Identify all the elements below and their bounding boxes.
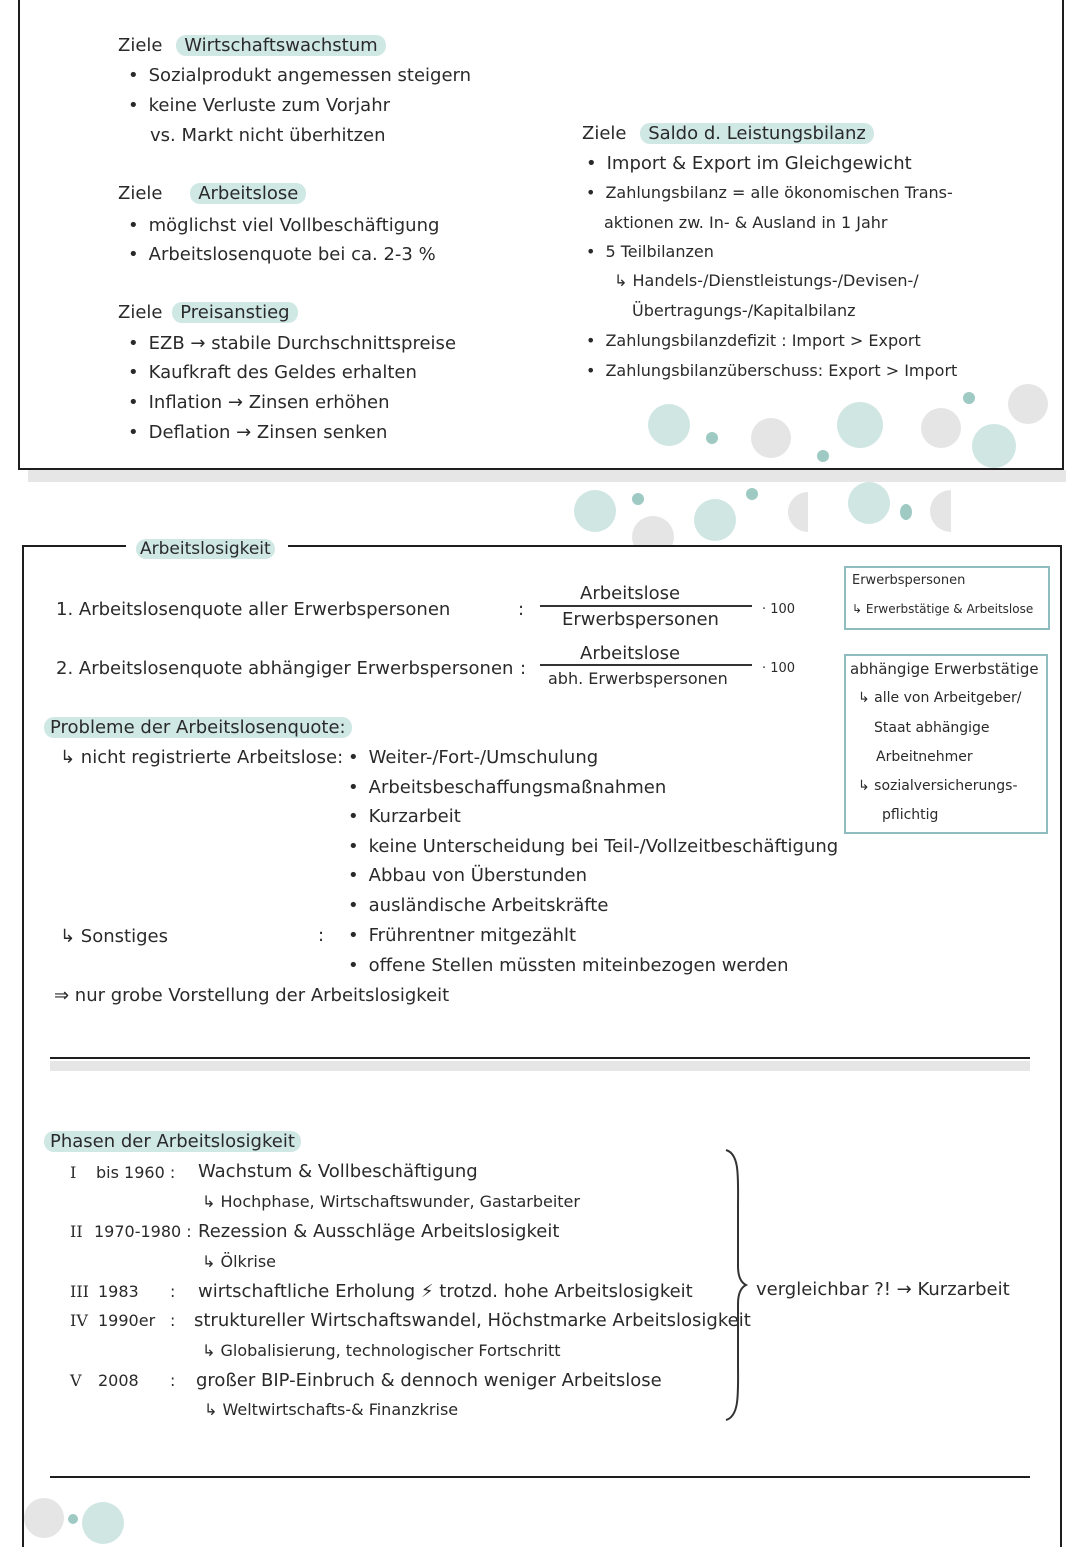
phase-num: II bbox=[70, 1222, 83, 1241]
section-title-text: Arbeitslosigkeit bbox=[136, 539, 275, 559]
box-erwerbspersonen-text: ↳ Erwerbstätige & Arbeitslose bbox=[852, 602, 1034, 616]
decor-dot bbox=[788, 492, 828, 532]
phase-text: großer BIP-Einbruch & dennoch weniger Arbeitslose bbox=[196, 1370, 662, 1391]
list-item: Übertragungs-/Kapitalbilanz bbox=[632, 301, 856, 320]
decor-dot bbox=[574, 490, 616, 532]
list-item: • offene Stellen müssten miteinbezogen werden bbox=[348, 954, 789, 978]
nicht-registriert-label: ↳ nicht registrierte Arbeitslose: bbox=[60, 747, 344, 768]
formula-1-numerator: Arbeitslose bbox=[580, 583, 681, 604]
decor-dot bbox=[751, 418, 791, 458]
formula-2-numerator: Arbeitslose bbox=[580, 643, 681, 664]
decor-dot bbox=[68, 1514, 78, 1524]
phase-num: III bbox=[70, 1282, 89, 1301]
card1-shadow bbox=[28, 470, 1066, 482]
list-item: • Frührentner mitgezählt bbox=[348, 924, 576, 948]
divider bbox=[50, 1476, 1030, 1478]
decor-dot bbox=[648, 404, 690, 446]
decor-dot bbox=[1008, 384, 1048, 424]
decor-dot bbox=[24, 1498, 64, 1538]
phase-period: 1970-1980 : bbox=[94, 1222, 192, 1241]
ziele-label: Ziele bbox=[118, 302, 163, 323]
brace-icon bbox=[724, 1148, 748, 1422]
list-item: • Import & Export im Gleichgewicht bbox=[586, 152, 912, 176]
box-erwerbspersonen-title: Erwerbspersonen bbox=[852, 573, 966, 588]
list-item: • Sozialprodukt angemessen steigern bbox=[128, 64, 471, 88]
ziel-title: Saldo d. Leistungsbilanz bbox=[640, 123, 874, 144]
phase-num: I bbox=[70, 1163, 77, 1182]
phase-period: 1983 bbox=[98, 1282, 139, 1301]
ziele-label: Ziele bbox=[118, 183, 163, 204]
phase-num: V bbox=[70, 1371, 82, 1390]
list-item: • Kurzarbeit bbox=[348, 805, 461, 829]
decor-dot bbox=[694, 499, 736, 541]
list-item: • ausländische Arbeitskräfte bbox=[348, 894, 608, 918]
brace-note: vergleichbar ?! → Kurzarbeit bbox=[756, 1279, 1010, 1300]
box-abhaengige-line: pflichtig bbox=[882, 807, 939, 823]
ziele-arbeitslose-heading bbox=[118, 182, 306, 206]
list-item: • EZB → stabile Durchschnittspreise bbox=[128, 332, 456, 356]
decor-dot bbox=[963, 392, 975, 404]
decor-dot bbox=[848, 482, 890, 524]
ziel-title: Wirtschaftswachstum bbox=[176, 35, 385, 56]
list-item: • keine Verluste zum Vorjahr bbox=[128, 94, 390, 118]
formula-2-label: 2. Arbeitslosenquote abhängiger Erwerbspersonen bbox=[56, 658, 514, 679]
list-item: • Arbeitsbeschaffungsmaßnahmen bbox=[348, 776, 666, 800]
decor-dot bbox=[82, 1502, 124, 1544]
formula-2-denominator: abh. Erwerbspersonen bbox=[548, 669, 728, 688]
decor-dot bbox=[921, 408, 961, 448]
list-item: • Kaufkraft des Geldes erhalten bbox=[128, 361, 417, 385]
phasen-title-text: Phasen der Arbeitslosigkeit bbox=[44, 1131, 301, 1152]
formula-2-sep: : bbox=[520, 658, 527, 679]
ziele-saldo-heading bbox=[582, 122, 874, 146]
box-abhaengige-title: abhängige Erwerbstätige bbox=[850, 660, 1039, 678]
box-abhaengige-line: ↳ sozialversicherungs- bbox=[858, 778, 1018, 794]
phase-sep: : bbox=[170, 1282, 176, 1301]
decor-dot bbox=[817, 450, 829, 462]
fraction-line bbox=[540, 605, 752, 607]
phase-sub: ↳ Weltwirtschafts-& Finanzkrise bbox=[204, 1400, 459, 1419]
phase-text: struktureller Wirtschaftswandel, Höchstmarke Arbeitslosigkeit bbox=[194, 1310, 751, 1331]
phase-sub: ↳ Ölkrise bbox=[202, 1252, 276, 1271]
ziele-preisanstieg-heading bbox=[118, 301, 298, 325]
phase-period: bis 1960 : bbox=[96, 1163, 176, 1182]
section-title bbox=[136, 538, 275, 560]
list-item: • Zahlungsbilanzüberschuss: Export > Import bbox=[586, 360, 957, 382]
decor-dot bbox=[837, 402, 883, 448]
fraction-line bbox=[540, 664, 752, 666]
phase-period: 1990er bbox=[98, 1311, 156, 1330]
list-item: • Arbeitslosenquote bei ca. 2-3 % bbox=[128, 243, 436, 267]
divider bbox=[50, 1057, 1030, 1059]
decor-dot bbox=[930, 490, 972, 532]
ziel-title: Preisanstieg bbox=[172, 302, 297, 323]
list-item: • 5 Teilbilanzen bbox=[586, 241, 714, 263]
decor-dot bbox=[706, 432, 718, 444]
phase-sub: ↳ Globalisierung, technologischer Fortschritt bbox=[202, 1341, 561, 1360]
list-item: • Inflation → Zinsen erhöhen bbox=[128, 391, 390, 415]
formula-1-denominator: Erwerbspersonen bbox=[562, 609, 719, 630]
phasen-title bbox=[44, 1130, 301, 1154]
list-item: • Zahlungsbilanz = alle ökonomischen Trans- bbox=[586, 182, 953, 204]
list-item: • keine Unterscheidung bei Teil-/Vollzeitbeschäftigung bbox=[348, 835, 838, 859]
list-item: vs. Markt nicht überhitzen bbox=[150, 125, 386, 146]
list-item: aktionen zw. In- & Ausland in 1 Jahr bbox=[604, 213, 888, 232]
sonstiges-sep: : bbox=[318, 925, 325, 946]
box-abhaengige-line: Staat abhängige bbox=[874, 720, 990, 736]
phase-sep: : bbox=[170, 1311, 176, 1330]
list-item: • Deflation → Zinsen senken bbox=[128, 421, 387, 445]
decor-dot bbox=[972, 424, 1016, 468]
formula-2-factor: · 100 bbox=[762, 661, 796, 676]
divider-shadow bbox=[50, 1061, 1030, 1071]
ziele-wachstum-heading bbox=[118, 34, 386, 58]
formula-1-sep: : bbox=[518, 599, 525, 620]
formula-1-label: 1. Arbeitslosenquote aller Erwerbspersonen bbox=[56, 599, 451, 620]
list-item: • Zahlungsbilanzdefizit : Import > Export bbox=[586, 330, 921, 352]
formula-1-factor: · 100 bbox=[762, 602, 796, 617]
problems-title bbox=[44, 716, 352, 740]
ziele-label: Ziele bbox=[582, 123, 627, 144]
phase-num: IV bbox=[70, 1311, 88, 1330]
ziele-label: Ziele bbox=[118, 35, 163, 56]
conclusion: ⇒ nur grobe Vorstellung der Arbeitslosigkeit bbox=[54, 985, 450, 1006]
decor-dot bbox=[900, 504, 912, 520]
list-item: ↳ Handels-/Dienstleistungs-/Devisen-/ bbox=[614, 271, 919, 290]
box-abhaengige bbox=[844, 654, 1048, 834]
phase-text: Rezession & Ausschläge Arbeitslosigkeit bbox=[198, 1221, 560, 1242]
list-item: • Abbau von Überstunden bbox=[348, 864, 587, 888]
phase-sep: : bbox=[170, 1371, 176, 1390]
problems-title-text: Probleme der Arbeitslosenquote: bbox=[44, 717, 352, 738]
phase-text: wirtschaftliche Erholung ⚡ trotzd. hohe Arbeitslosigkeit bbox=[198, 1281, 693, 1302]
phase-sub: ↳ Hochphase, Wirtschaftswunder, Gastarbeiter bbox=[202, 1192, 580, 1211]
sonstiges-label: ↳ Sonstiges bbox=[60, 926, 168, 947]
ziel-title: Arbeitslose bbox=[190, 183, 306, 204]
decor-dot bbox=[632, 493, 644, 505]
list-item: • möglichst viel Vollbeschäftigung bbox=[128, 214, 439, 238]
decor-dot bbox=[746, 488, 758, 500]
phase-text: Wachstum & Vollbeschäftigung bbox=[198, 1161, 478, 1182]
box-abhaengige-line: ↳ alle von Arbeitgeber/ bbox=[858, 690, 1022, 706]
box-abhaengige-line: Arbeitnehmer bbox=[876, 749, 973, 765]
phase-period: 2008 bbox=[98, 1371, 139, 1390]
list-item: • Weiter-/Fort-/Umschulung bbox=[348, 746, 598, 770]
